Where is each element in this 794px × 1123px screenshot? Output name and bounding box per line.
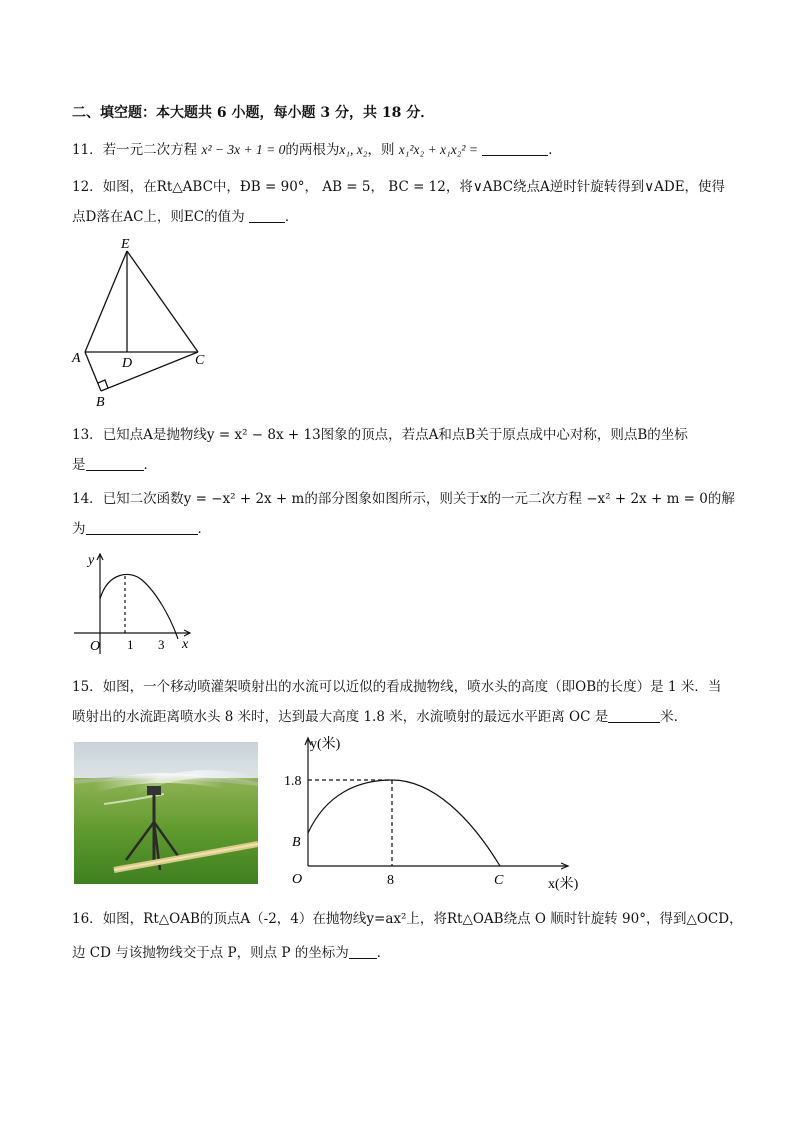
- q14-parabola: [100, 574, 178, 639]
- q14-origin-label: O: [90, 639, 101, 654]
- q13-text-2: 是: [72, 457, 86, 473]
- sprinkler-photo: [74, 742, 258, 884]
- q14-number: 14．: [72, 491, 103, 507]
- q15-answer-blank[interactable]: [608, 709, 660, 723]
- q11-answer-blank[interactable]: [482, 142, 548, 156]
- q13-answer-blank[interactable]: [86, 457, 144, 471]
- question-13-line-1: [72, 426, 688, 444]
- q12-text-1: 如图，在Rt△ABC中，ÐB = 90°， AB = 5， BC = 12，将∨ABC绕点A逆时针旋转得到∨ADE，使得: [102, 179, 726, 195]
- q14-text-1: 已知二次函数y = −x² + 2x + m的部分图象如图所示，则关于x的一元二次方程 −x² + 2x + m = 0的解: [102, 491, 735, 507]
- q16-end: ．: [376, 945, 391, 961]
- question-16-line-1: [72, 910, 743, 928]
- q15-y-tick: 1.8: [284, 774, 302, 789]
- question-13-line-2: [72, 456, 157, 474]
- q15-parabola-graph: [282, 732, 592, 896]
- segment-ae: [85, 251, 127, 352]
- q15-point-c: C: [494, 873, 504, 888]
- q13-number: 13．: [72, 427, 103, 443]
- segment-ec: [127, 251, 198, 352]
- question-12-line-2: [72, 208, 298, 226]
- q14-parabola-graph: [70, 546, 200, 658]
- q14-tick-3: 3: [158, 637, 165, 652]
- label-c: C: [195, 353, 205, 368]
- question-11: [72, 141, 562, 159]
- q14-answer-blank[interactable]: [86, 521, 198, 535]
- q16-text-1: 如图，Rt△OAB的顶点A（-2，4）在抛物线y=ax²上，将Rt△OAB绕点 O 顺时针旋转 90°，得到△OCD，: [102, 911, 743, 927]
- label-a: A: [72, 351, 81, 366]
- label-b: B: [96, 395, 105, 410]
- q12-answer-blank[interactable]: [249, 209, 285, 223]
- q15-text-2: 喷射出的水流距离喷水头 8 米时，达到最大高度 1.8 米，水流喷射的最远水平距离 OC 是: [72, 709, 609, 725]
- q15-point-b: B: [292, 835, 301, 850]
- q12-triangle-figure: [68, 234, 228, 414]
- q15-text-1: 如图，一个移动喷灌架喷射出的水流可以近似的看成抛物线，喷水头的高度（即OB的长度）是 1 米．当: [102, 679, 722, 695]
- q11-number: 11．: [72, 142, 103, 158]
- q12-end: ．: [284, 209, 299, 225]
- question-14-line-2: [72, 520, 211, 538]
- q16-number: 16．: [72, 911, 103, 927]
- question-16-line-2: [72, 944, 390, 962]
- q15-end: 米．: [660, 709, 688, 725]
- label-e: E: [121, 237, 130, 252]
- q16-text-2: 边 CD 与该抛物线交于点 P，则点 P 的坐标为: [72, 945, 349, 961]
- q15-x-tick: 8: [387, 873, 394, 888]
- q14-y-label: y: [88, 553, 95, 568]
- q14-tick-1: 1: [127, 637, 134, 652]
- q11-expression: x₁²x₂ + x₁x₂² =: [398, 142, 478, 157]
- q12-number: 12．: [72, 179, 103, 195]
- q15-number: 15．: [72, 679, 103, 695]
- section-title: 二、填空题：本大题共 6 小题，每小题 3 分，共 18 分．: [72, 105, 435, 121]
- question-15-line-2: [72, 708, 687, 726]
- q11-roots: x₁, x₂: [339, 142, 368, 157]
- q14-text-2: 为: [72, 521, 86, 537]
- q11-text-3: ，则: [367, 142, 399, 158]
- q14-end: ．: [197, 521, 211, 537]
- segment-ab: [85, 352, 101, 391]
- q16-answer-blank[interactable]: [349, 945, 377, 959]
- q12-text-2: 点D落在AC上，则EC的值为: [72, 209, 245, 225]
- q15-parabola: [308, 780, 500, 866]
- q13-end: ．: [143, 457, 157, 473]
- q13-text-1: 已知点A是抛物线y = x² − 8x + 13图象的顶点，若点A和点B关于原点成中心对称，则点B的坐标: [102, 427, 688, 443]
- q11-text-2: 的两根为: [285, 142, 340, 158]
- question-15-line-1: [72, 678, 721, 696]
- q15-x-label: x(米): [548, 877, 579, 892]
- q11-text-1: 若一元二次方程: [102, 142, 202, 158]
- question-14-line-1: [72, 490, 735, 508]
- segment-bc: [101, 352, 198, 391]
- label-d: D: [122, 356, 133, 371]
- q14-x-label: x: [182, 637, 189, 652]
- question-12-line-1: [72, 178, 725, 196]
- q11-end: ．: [548, 142, 562, 158]
- q15-origin-label: O: [292, 872, 303, 887]
- q11-equation: x² − 3x + 1 = 0: [201, 142, 286, 157]
- q15-y-label: y(米): [310, 737, 341, 752]
